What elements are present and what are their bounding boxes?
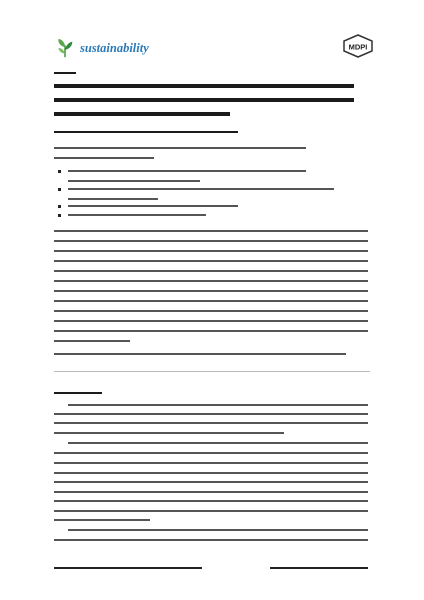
journal-name: sustainability	[80, 40, 149, 55]
abstract-line	[54, 280, 368, 282]
body-line	[54, 510, 368, 512]
article-title-line-1	[54, 84, 354, 88]
leaf-icon	[54, 37, 76, 59]
page-header	[50, 30, 380, 66]
abstract-line	[54, 270, 368, 272]
body-line	[54, 462, 368, 464]
body-line	[54, 413, 368, 415]
body-line	[68, 442, 368, 444]
body-line	[54, 452, 368, 454]
body-line	[68, 404, 368, 406]
body-line	[54, 539, 368, 541]
body-line	[54, 432, 284, 434]
journal-logo	[54, 37, 149, 59]
body-line	[54, 519, 150, 521]
affiliation-5	[68, 214, 206, 216]
footer-page-info	[270, 567, 368, 569]
abstract-line	[54, 230, 368, 232]
abstract-line	[54, 340, 130, 342]
body-line	[54, 422, 368, 424]
abstract-line	[54, 290, 368, 292]
body-line	[54, 491, 368, 493]
affiliation-marker	[58, 170, 61, 173]
abstract-line	[54, 320, 368, 322]
affiliation-3-cont	[68, 198, 158, 200]
section-divider	[54, 371, 370, 372]
affiliation-4	[68, 205, 238, 207]
body-line	[54, 481, 368, 483]
article-type	[54, 72, 76, 74]
body-line	[68, 529, 368, 531]
abstract-line	[54, 240, 368, 242]
abstract-line	[54, 250, 368, 252]
affiliation-1	[54, 147, 306, 149]
affiliation-3	[68, 188, 334, 190]
abstract-line	[54, 260, 368, 262]
body-line	[54, 500, 368, 502]
affiliation-marker	[58, 205, 61, 208]
section-heading	[54, 392, 102, 394]
authors	[54, 131, 238, 133]
abstract-line	[54, 300, 368, 302]
article-title-line-3	[54, 112, 230, 116]
affiliation-2	[68, 170, 306, 172]
affiliation-2-cont	[68, 180, 200, 182]
abstract-line	[54, 330, 368, 332]
keywords	[54, 353, 346, 355]
affiliation-marker	[58, 188, 61, 191]
affiliation-marker	[58, 214, 61, 217]
affiliation-1-cont	[54, 157, 154, 159]
body-line	[54, 472, 368, 474]
article-title-line-2	[54, 98, 354, 102]
svg-text:MDPI: MDPI	[348, 42, 368, 52]
publisher-logo	[342, 34, 374, 58]
abstract-line	[54, 310, 368, 312]
footer-citation	[54, 567, 202, 569]
